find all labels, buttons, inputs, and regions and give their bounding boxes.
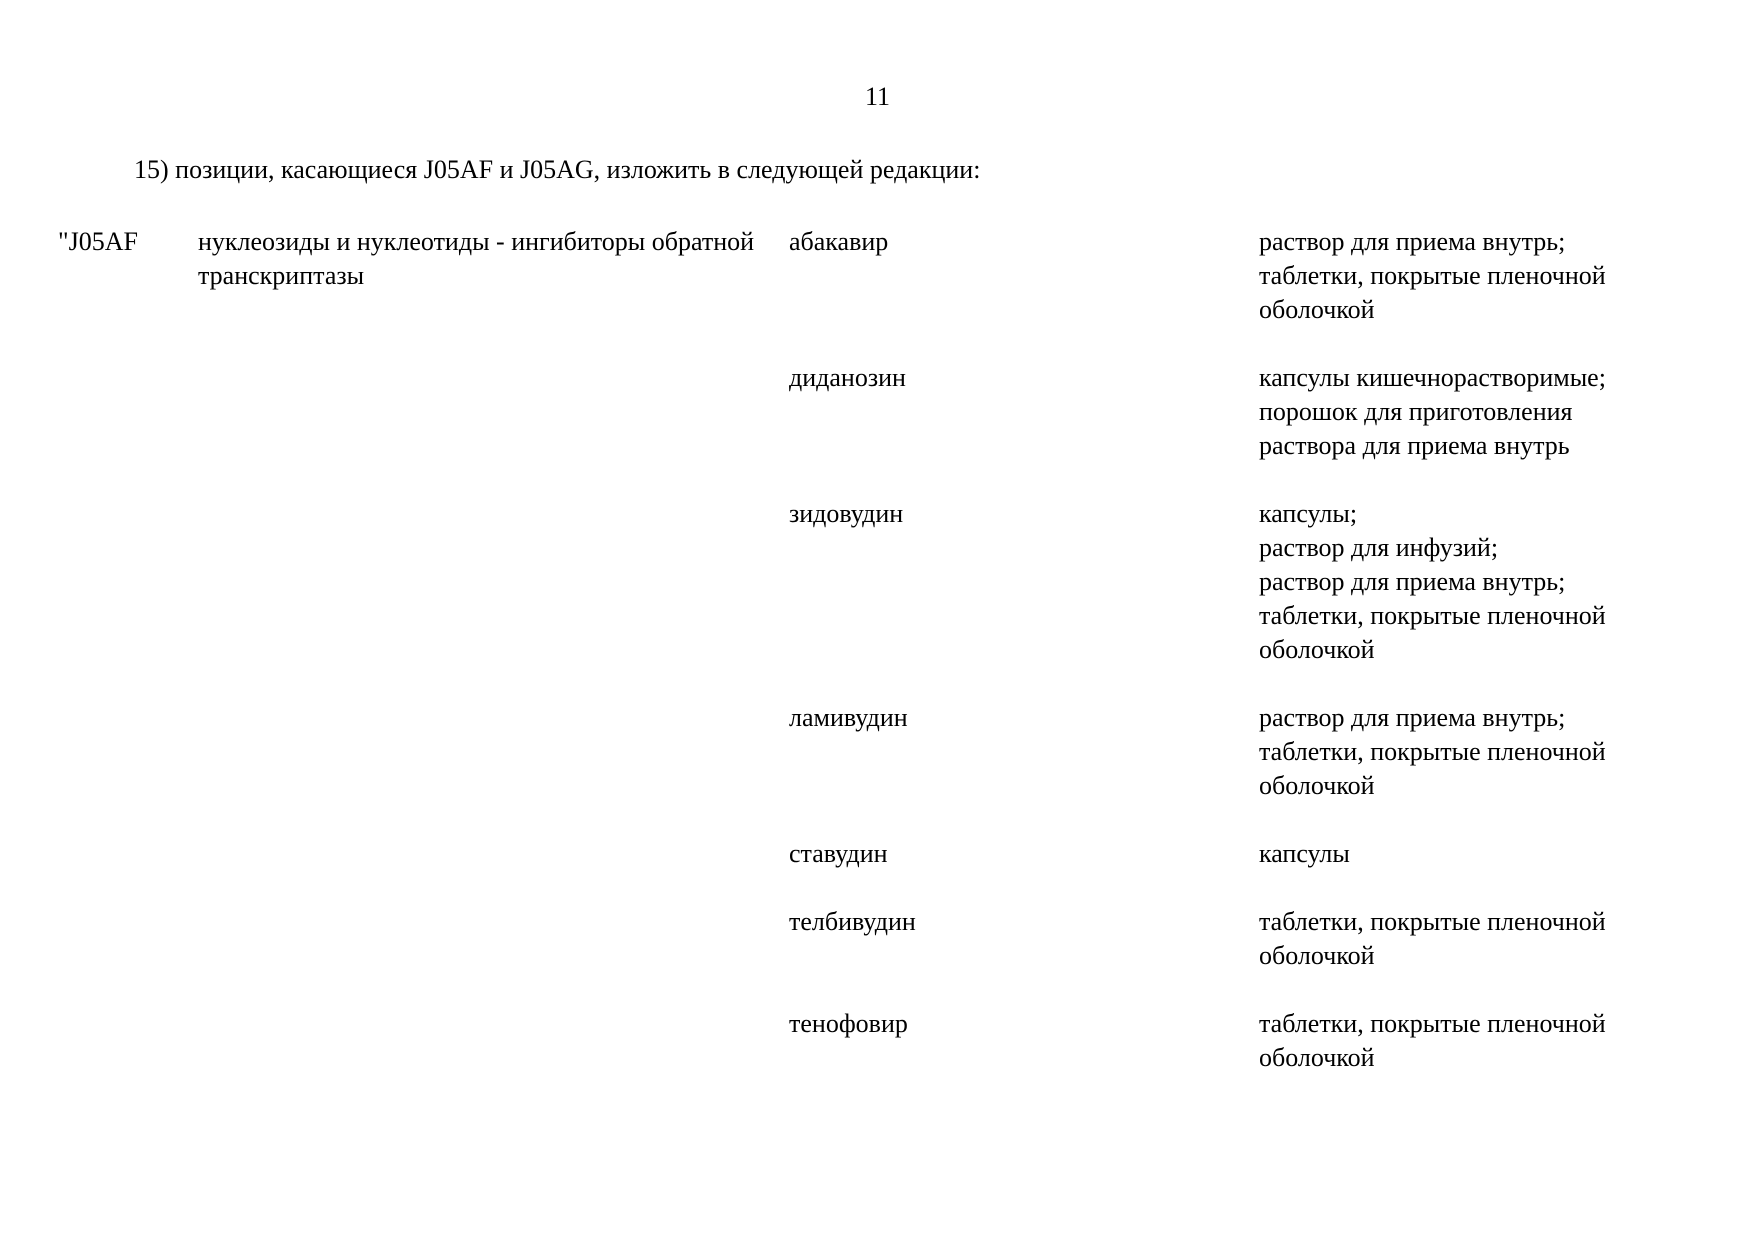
dosage-form: оболочкой [1259, 295, 1375, 324]
drug-row [0, 905, 1755, 973]
drug-name: абакавир [789, 227, 889, 256]
dosage-forms [1259, 905, 1739, 973]
dosage-forms [1259, 361, 1739, 463]
page-number: 11 [864, 82, 891, 111]
dosage-form: капсулы [1259, 839, 1350, 868]
dosage-form: капсулы; [1259, 499, 1358, 528]
dosage-form: таблетки, покрытые пленочной [1259, 601, 1606, 630]
dosage-form: таблетки, покрытые пленочной [1259, 261, 1606, 290]
drug-row [0, 497, 1755, 667]
dosage-form: оболочкой [1259, 941, 1375, 970]
drug-row [0, 701, 1755, 803]
dosage-forms [1259, 497, 1739, 667]
dosage-form: порошок для приготовления [1259, 397, 1573, 426]
dosage-form: раствор для приема внутрь; [1259, 227, 1566, 256]
dosage-forms [1259, 225, 1739, 327]
atc-code: "J05AF [58, 227, 138, 256]
dosage-form: оболочкой [1259, 771, 1375, 800]
dosage-form: оболочкой [1259, 1043, 1375, 1072]
drug-name: телбивудин [789, 907, 916, 936]
drug-row [0, 361, 1755, 463]
drug-name: ламивудин [789, 703, 908, 732]
dosage-forms [1259, 1007, 1739, 1075]
dosage-forms [1259, 701, 1739, 803]
dosage-form: раствор для инфузий; [1259, 533, 1499, 562]
dosage-form: таблетки, покрытые пленочной [1259, 907, 1606, 936]
drug-row [0, 225, 1755, 327]
dosage-form: раствор для приема внутрь; [1259, 703, 1566, 732]
dosage-form: капсулы кишечнорастворимые; [1259, 363, 1606, 392]
dosage-form: раствора для приема внутрь [1259, 431, 1570, 460]
dosage-forms [1259, 837, 1739, 871]
drug-row [0, 1007, 1755, 1075]
atc-group-name: нуклеозиды и нуклеотиды - ингибиторы обратной транскриптазы [198, 227, 755, 290]
drug-list [0, 225, 1755, 1109]
dosage-form: оболочкой [1259, 635, 1375, 664]
drug-row [0, 837, 1755, 871]
drug-name: диданозин [789, 363, 906, 392]
intro-paragraph: 15) позиции, касающиеся J05AF и J05AG, изложить в следующей редакции: [134, 155, 981, 184]
drug-name: тенофовир [789, 1009, 908, 1038]
dosage-form: таблетки, покрытые пленочной [1259, 1009, 1606, 1038]
drug-name: зидовудин [789, 499, 904, 528]
dosage-form: таблетки, покрытые пленочной [1259, 737, 1606, 766]
drug-name: ставудин [789, 839, 888, 868]
dosage-form: раствор для приема внутрь; [1259, 567, 1566, 596]
